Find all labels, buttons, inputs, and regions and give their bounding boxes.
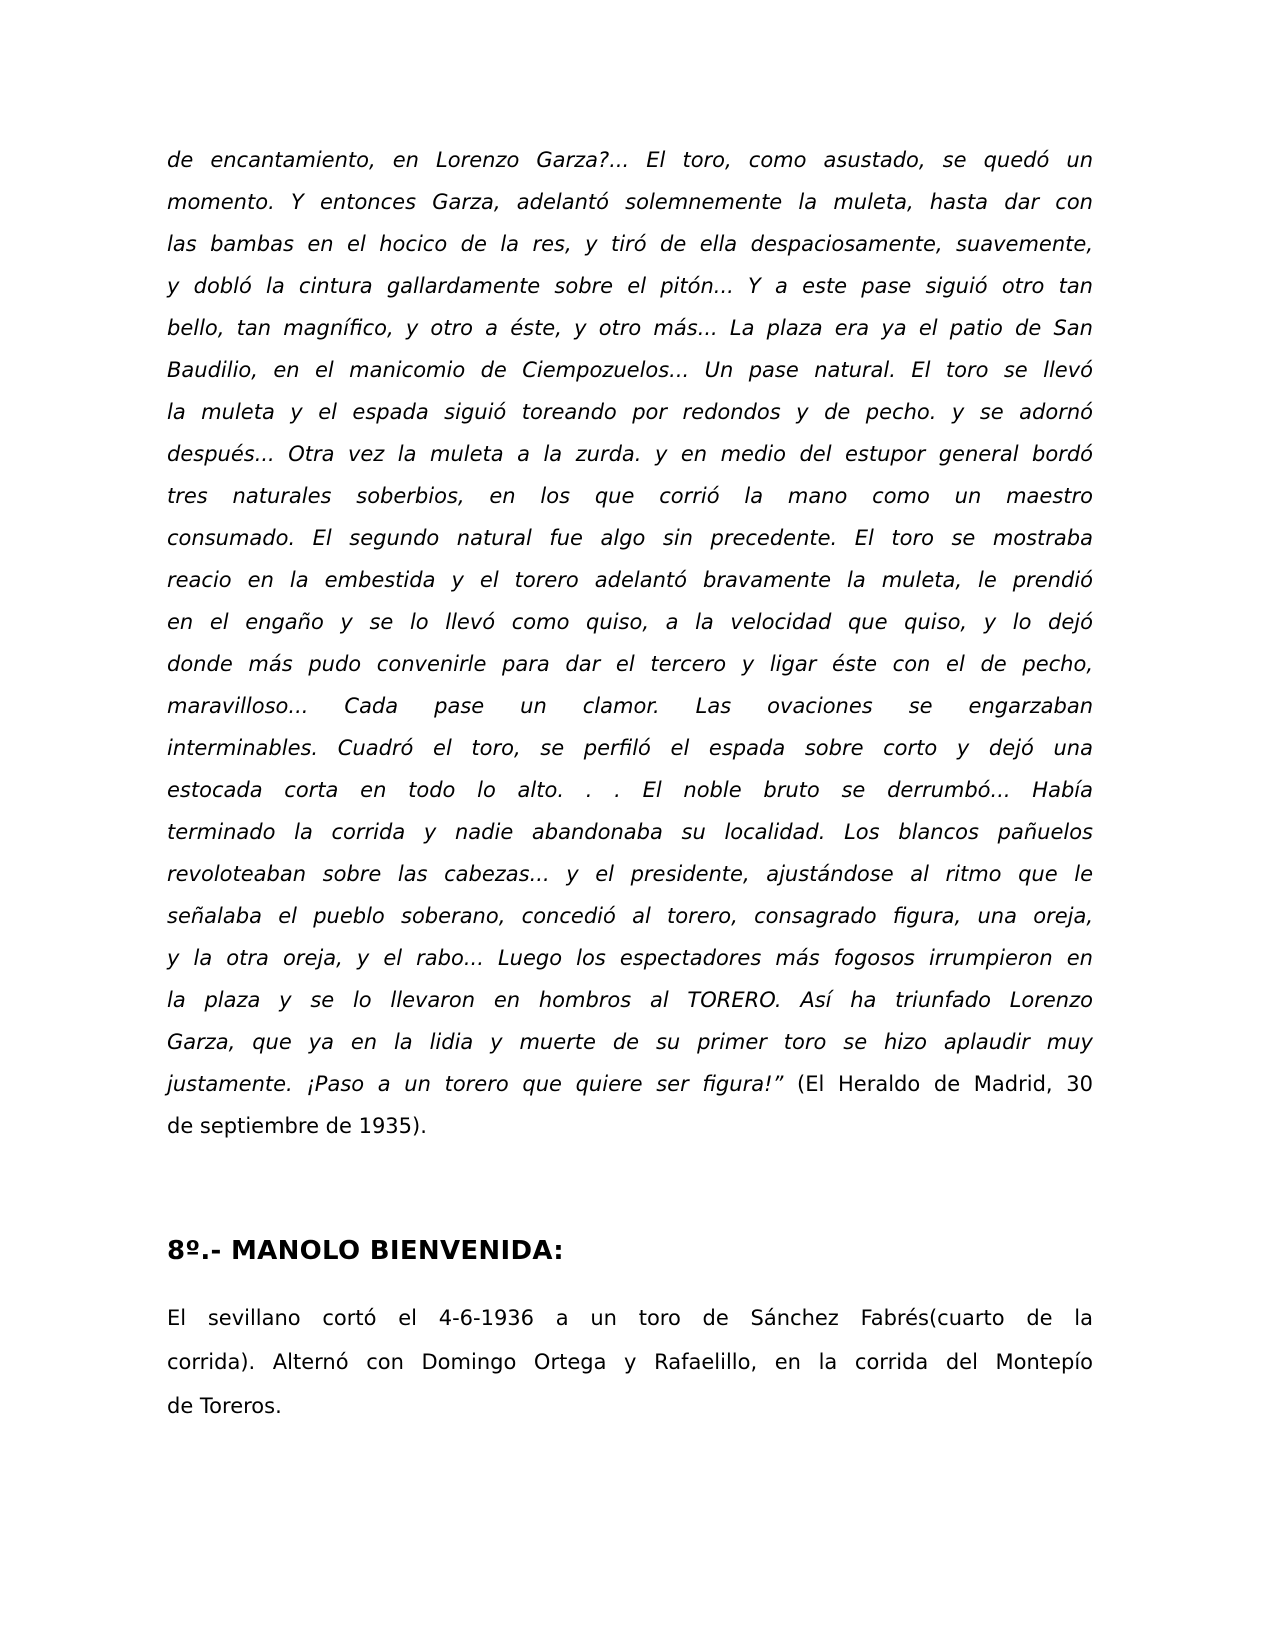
section-heading: 8º.- MANOLO BIENVENIDA: xyxy=(167,1236,564,1266)
text-line xyxy=(167,517,1093,559)
text-line xyxy=(167,559,1093,601)
text-segment: Garza, que ya en la lidia y muerte de su primer toro se hizo aplaudir muy xyxy=(167,1030,1093,1054)
body-paragraph xyxy=(167,1296,1093,1428)
text-segment: revoloteaban sobre las cabezas... y el presidente, ajustándose al ritmo que le xyxy=(167,862,1093,886)
text-segment: las bambas en el hocico de la res, y tiró de ella despaciosamente, suavemente, xyxy=(167,232,1093,256)
text-segment: de Toreros. xyxy=(167,1394,282,1418)
text-segment: tres naturales soberbios, en los que corrió la mano como un maestro xyxy=(167,484,1093,508)
text-segment: justamente. ¡Paso a un torero que quiere ser figura!” xyxy=(167,1072,798,1096)
text-line xyxy=(167,1296,1093,1340)
text-segment: (El Heraldo de Madrid, 30 xyxy=(797,1072,1093,1096)
text-segment: la plaza y se lo llevaron en hombros al TORERO. Así ha triunfado Lorenzo xyxy=(167,988,1093,1012)
text-line xyxy=(167,307,1093,349)
text-segment: corrida). Alternó con Domingo Ortega y Rafaelillo, en la corrida del Montepío xyxy=(167,1350,1093,1374)
text-line xyxy=(167,433,1093,475)
text-segment: de septiembre de 1935). xyxy=(167,1114,427,1138)
text-line xyxy=(167,1021,1093,1063)
text-line xyxy=(167,1340,1093,1384)
text-line xyxy=(167,811,1093,853)
text-line xyxy=(167,1384,1093,1428)
text-segment: donde más pudo convenirle para dar el tercero y ligar éste con el de pecho, xyxy=(167,652,1093,676)
text-segment: consumado. El segundo natural fue algo sin precedente. El toro se mostraba xyxy=(167,526,1093,550)
quote-paragraph xyxy=(167,139,1093,1147)
text-line xyxy=(167,391,1093,433)
text-segment: momento. Y entonces Garza, adelantó solemnemente la muleta, hasta dar con xyxy=(167,190,1093,214)
text-line xyxy=(167,601,1093,643)
text-segment: bello, tan magnífico, y otro a éste, y otro más... La plaza era ya el patio de San xyxy=(167,316,1093,340)
text-segment: y dobló la cintura gallardamente sobre el pitón... Y a este pase siguió otro tan xyxy=(167,274,1093,298)
text-line xyxy=(167,181,1093,223)
text-segment: la muleta y el espada siguió toreando por redondos y de pecho. y se adornó xyxy=(167,400,1093,424)
text-line xyxy=(167,895,1093,937)
text-segment: interminables. Cuadró el toro, se perfiló el espada sobre corto y dejó una xyxy=(167,736,1093,760)
text-line xyxy=(167,475,1093,517)
text-line xyxy=(167,937,1093,979)
text-segment: de encantamiento, en Lorenzo Garza?... El toro, como asustado, se quedó un xyxy=(167,148,1093,172)
text-line xyxy=(167,853,1093,895)
text-segment: en el engaño y se lo llevó como quiso, a la velocidad que quiso, y lo dejó xyxy=(167,610,1093,634)
text-segment: estocada corta en todo lo alto. . . El noble bruto se derrumbó... Había xyxy=(167,778,1093,802)
text-segment: Baudilio, en el manicomio de Ciempozuelos... Un pase natural. El toro se llevó xyxy=(167,358,1093,382)
text-segment: después... Otra vez la muleta a la zurda. y en medio del estupor general bordó xyxy=(167,442,1093,466)
text-line xyxy=(167,1105,1093,1147)
text-line xyxy=(167,685,1093,727)
text-line xyxy=(167,223,1093,265)
text-line xyxy=(167,643,1093,685)
text-segment: reacio en la embestida y el torero adelantó bravamente la muleta, le prendió xyxy=(167,568,1093,592)
text-line xyxy=(167,979,1093,1021)
text-line xyxy=(167,769,1093,811)
text-line xyxy=(167,139,1093,181)
text-segment: y la otra oreja, y el rabo... Luego los espectadores más fogosos irrumpieron en xyxy=(167,946,1093,970)
text-segment: maravilloso... Cada pase un clamor. Las ovaciones se engarzaban xyxy=(167,694,1093,718)
text-line xyxy=(167,265,1093,307)
text-segment: terminado la corrida y nadie abandonaba su localidad. Los blancos pañuelos xyxy=(167,820,1093,844)
text-line xyxy=(167,1063,1093,1105)
text-segment: señalaba el pueblo soberano, concedió al torero, consagrado figura, una oreja, xyxy=(167,904,1093,928)
text-line xyxy=(167,727,1093,769)
text-segment: El sevillano cortó el 4-6-1936 a un toro de Sánchez Fabrés(cuarto de la xyxy=(167,1306,1093,1330)
text-line xyxy=(167,349,1093,391)
